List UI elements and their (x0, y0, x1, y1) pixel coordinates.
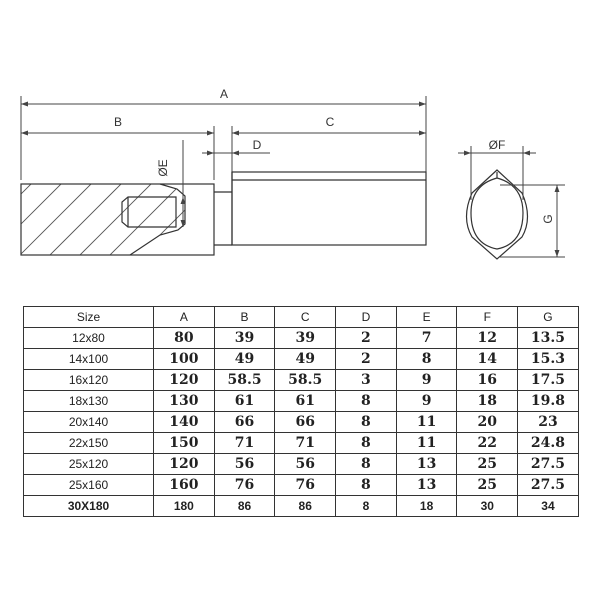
size-spec-table (23, 306, 579, 517)
header-e: E (396, 307, 457, 328)
cell-e: 8 (396, 349, 457, 370)
table-row (24, 328, 579, 349)
cell-size: 14x100 (24, 349, 154, 370)
table-row (24, 412, 579, 433)
cell-f: 12 (457, 328, 518, 349)
cell-e: 7 (396, 328, 457, 349)
cell-f: 20 (457, 412, 518, 433)
cell-b: 76 (214, 475, 275, 496)
pin-body-right-section (232, 172, 426, 245)
cell-d: 8 (336, 475, 397, 496)
cell-b: 61 (214, 391, 275, 412)
table-row (24, 391, 579, 412)
cell-size: 22x150 (24, 433, 154, 454)
dimension-g-label: G (541, 214, 555, 224)
header-f: F (457, 307, 518, 328)
cell-a: 180 (154, 496, 215, 517)
cell-size: 16x120 (24, 370, 154, 391)
cell-f: 25 (457, 454, 518, 475)
cell-b: 56 (214, 454, 275, 475)
cell-size: 30X180 (24, 496, 154, 517)
table-row (24, 496, 579, 517)
cell-g: 17.5 (518, 370, 579, 391)
cell-g: 27.5 (518, 454, 579, 475)
cell-size: 12x80 (24, 328, 154, 349)
cell-a: 100 (154, 349, 215, 370)
cell-d: 8 (336, 412, 397, 433)
cell-f: 18 (457, 391, 518, 412)
cell-a: 80 (154, 328, 215, 349)
cell-d: 8 (336, 433, 397, 454)
dimension-d-label: D (252, 138, 262, 152)
cell-b: 58.5 (214, 370, 275, 391)
table-row (24, 454, 579, 475)
pin-profile-view (467, 170, 528, 259)
cell-c: 86 (275, 496, 336, 517)
cell-f: 30 (457, 496, 518, 517)
cell-d: 8 (336, 496, 397, 517)
dimension-c-label: C (325, 115, 335, 129)
cell-g: 27.5 (518, 475, 579, 496)
cell-c: 76 (275, 475, 336, 496)
header-b: B (214, 307, 275, 328)
cell-size: 25x160 (24, 475, 154, 496)
table-row (24, 370, 579, 391)
cell-e: 18 (396, 496, 457, 517)
cell-b: 71 (214, 433, 275, 454)
dimension-f-label: ØF (488, 138, 506, 152)
cell-b: 86 (214, 496, 275, 517)
cell-c: 66 (275, 412, 336, 433)
cell-f: 16 (457, 370, 518, 391)
header-size: Size (24, 307, 154, 328)
table-row (24, 433, 579, 454)
header-a: A (154, 307, 215, 328)
cell-a: 160 (154, 475, 215, 496)
cell-a: 120 (154, 454, 215, 475)
table-header-row (24, 307, 579, 328)
cell-e: 11 (396, 412, 457, 433)
table-row (24, 349, 579, 370)
dimension-a-label: A (219, 87, 229, 101)
cell-g: 23 (518, 412, 579, 433)
cell-f: 14 (457, 349, 518, 370)
cell-a: 150 (154, 433, 215, 454)
cell-d: 8 (336, 391, 397, 412)
cell-e: 9 (396, 391, 457, 412)
dimension-g (500, 185, 565, 257)
header-c: C (275, 307, 336, 328)
header-g: G (518, 307, 579, 328)
dimension-b-label: B (113, 115, 123, 129)
dimension-b (21, 115, 214, 180)
table-row (24, 475, 579, 496)
cell-size: 20x140 (24, 412, 154, 433)
pin-shoulder (214, 172, 232, 245)
dimension-d (202, 138, 270, 153)
cell-b: 39 (214, 328, 275, 349)
cell-a: 120 (154, 370, 215, 391)
cell-c: 49 (275, 349, 336, 370)
cell-size: 25x120 (24, 454, 154, 475)
cell-g: 24.8 (518, 433, 579, 454)
cell-e: 13 (396, 475, 457, 496)
pin-body-left-section (0, 184, 241, 255)
cell-b: 49 (214, 349, 275, 370)
cell-b: 66 (214, 412, 275, 433)
cell-d: 3 (336, 370, 397, 391)
cell-g: 19.8 (518, 391, 579, 412)
cell-c: 39 (275, 328, 336, 349)
cell-g: 34 (518, 496, 579, 517)
cell-c: 58.5 (275, 370, 336, 391)
cell-c: 56 (275, 454, 336, 475)
cell-size: 18x130 (24, 391, 154, 412)
cell-g: 13.5 (518, 328, 579, 349)
cell-g: 15.3 (518, 349, 579, 370)
cell-e: 9 (396, 370, 457, 391)
cell-f: 22 (457, 433, 518, 454)
cell-e: 13 (396, 454, 457, 475)
cell-a: 130 (154, 391, 215, 412)
header-d: D (336, 307, 397, 328)
cell-a: 140 (154, 412, 215, 433)
dimension-e-label: ØE (156, 159, 170, 177)
cell-d: 2 (336, 349, 397, 370)
cell-e: 11 (396, 433, 457, 454)
cell-c: 61 (275, 391, 336, 412)
cell-f: 25 (457, 475, 518, 496)
cell-c: 71 (275, 433, 336, 454)
cell-d: 2 (336, 328, 397, 349)
dimension-f (458, 138, 536, 200)
cell-d: 8 (336, 454, 397, 475)
